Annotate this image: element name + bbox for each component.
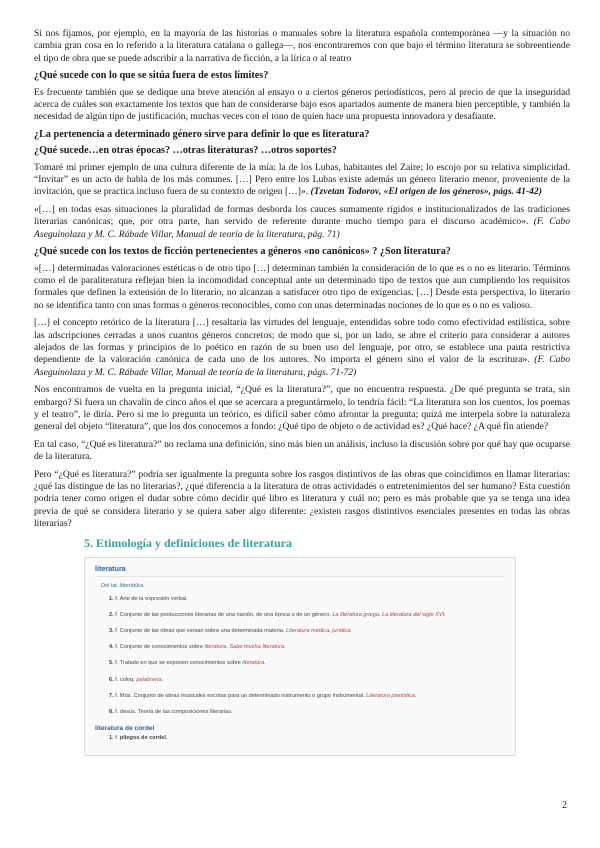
dictionary-item-example: La literatura griega. La literatura del siglo XVI. xyxy=(332,611,446,618)
dictionary-item-number: 8. xyxy=(109,709,116,716)
dictionary-item-number: 3. xyxy=(109,628,116,635)
paragraph-valuations: «[…] determinadas valoraciones estéticas o de otro tipo […] determinan también la consideración de lo que es o no es literario. Términos como el de paraliteratura reflejan bien la incomodidad conceptual ante un determinado tipo de textos que aun cumpliendo los requisitos formales que definen la extensión de lo literario, no alcanzan a satisfacer otro tipo de exigencias. […] Desde esta perspectiva, lo literario no se identifica tanto con unas formas o géneros reconocibles, como con unas determinadas nociones de lo que es o no es valioso. xyxy=(34,262,570,311)
dictionary-item-text: Conjunto de las obras que versan sobre una determinada materia. xyxy=(119,628,286,635)
dictionary-item-example: literatura. Sabe mucha literatura. xyxy=(204,644,286,651)
dictionary-item xyxy=(109,693,505,700)
dictionary-item-tag: f. xyxy=(115,692,120,699)
question-heading-genre: ¿La pertenencia a determinado género sirve para definir lo que es literatura? xyxy=(34,128,370,140)
dictionary-item-text: Mús. Conjunto de obras musicales escritas para un determinado instrumento o grupo instrumental. xyxy=(119,692,367,699)
dictionary-item-tag: f. xyxy=(115,709,120,716)
dictionary-item-text: Arte de la expresión verbal. xyxy=(119,595,188,602)
paragraph-todorov xyxy=(34,162,570,199)
section-title: 5. Etimología y definiciones de literatura xyxy=(84,535,292,550)
dictionary-item-text: desus. Teoría de las composiciones literarias. xyxy=(119,709,233,716)
dictionary-item-text: coloq. xyxy=(119,676,137,683)
dictionary-item-number: 1. xyxy=(109,595,116,602)
dictionary-item-number: 4. xyxy=(109,644,116,651)
plurality-citation: (F. Cabo Aseguinolaza y M. C. Rábade Villar, Manual de teoría de la literatura, pág. 71) xyxy=(34,216,570,240)
dictionary-item xyxy=(109,644,505,651)
dictionary-item xyxy=(109,628,505,635)
dictionary-item xyxy=(109,709,505,716)
dictionary-item-number: 5. xyxy=(109,660,116,667)
dictionary-subentry-number: 1. xyxy=(109,735,114,742)
todorov-citation: (Tzvetan Todorov, «El origen de los géneros», págs. 41-42) xyxy=(310,186,542,198)
rhetoric-citation: (F. Cabo Aseguinolaza y M. C. Rábade Villar, Manual de teoría de la literatura, págs. 71-72) xyxy=(34,354,570,378)
plurality-quote: «[…] en todas esas situaciones la pluralidad de formas desborda los cauces sumamente rígidos e institucionalizados de las tradiciones literarias canónicas; que, por otra parte, han servido de referente durante mucho tiempo para el discurso académico». xyxy=(34,203,570,228)
dictionary-subentry-word[interactable]: literatura de cordel xyxy=(95,725,155,733)
dictionary-item xyxy=(109,660,505,667)
paragraph-initial-question: Nos encontramos de vuelta en la pregunta inicial, “¿Qué es la literatura?”, que no encuentra respuesta. ¿De qué pregunta se trata, sin embargo? Si fuera un chavalín de cinco años el que se acercara a preguntármelo, lo tendría fácil: “La literatura son los cuentos, los poemas y el teatro”, le diría. Pero si me lo pregunta un teórico, es difícil saber cómo afrontar la pregunta; quizá me interpela sobre la naturaleza general del objeto “literatura”, que los dos conocemos a fondo: ¿Qué tipo de objeto o de actividad es? ¿Qué hace? ¿A qué fin atiende? xyxy=(34,384,570,433)
question-heading-epochs: ¿Qué sucede…en otras épocas? …otras literaturas? …otros soportes? xyxy=(34,145,337,157)
dictionary-item-text: Tratado en que se exponen conocimientos sobre xyxy=(119,660,243,667)
dictionary-item-number: 7. xyxy=(109,692,116,699)
dictionary-item-example: Literatura pianística. xyxy=(366,692,417,699)
dictionary-items xyxy=(95,596,505,717)
paragraph-definition: En tal caso, “¿Qué es literatura?” no reclama una definición, sino más bien un análisis, incluso la discusión sobre por qué hay que ocuparse de la literatura. xyxy=(34,438,570,463)
dictionary-item-tag: f. xyxy=(115,611,120,618)
dictionary-item-example: Literatura médica, jurídica. xyxy=(285,628,352,635)
dictionary-headword: literatura xyxy=(95,564,505,577)
dictionary-item xyxy=(109,596,505,603)
dictionary-item xyxy=(109,612,505,619)
dictionary-subentry-item xyxy=(109,735,505,742)
dictionary-item-tag: f. xyxy=(115,676,120,683)
document-page xyxy=(34,28,570,756)
dictionary-item-tag: f. xyxy=(115,595,120,602)
paragraph-essay: Es frecuente también que se dedique una breve atención al ensayo o a ciertos géneros periodísticos, pero al precio de que la inseguridad acerca de cuáles son exactamente los textos que han de considerarse bajo esos apartados aumente de manera bien perceptible, y también la necesidad de algún tipo de justificación, muchas veces con el tono de quien hace una propuesta innovadora y desafiante. xyxy=(34,86,570,123)
dictionary-item-text: Conjunto de conocimientos sobre xyxy=(119,644,205,651)
dictionary-entry xyxy=(84,557,516,757)
page-number: 2 xyxy=(562,800,567,811)
dictionary-item-tag: f. xyxy=(115,644,120,651)
dictionary-item-text: Conjunto de las producciones literarias de una nación, de una época o de un género. xyxy=(119,611,333,618)
dictionary-item-tag: f. xyxy=(115,628,120,635)
dictionary-item-example: literatura. xyxy=(242,660,266,667)
question-heading-fiction: ¿Qué sucede con los textos de ficción pertenecientes a géneros «no canónicos» ? ¿Son literatura? xyxy=(34,246,451,258)
rhetoric-quote: […] el concepto retórico de la literatura […] resaltaría las virtudes del lenguaje, entendidas sobre todo como efectividad estilística, sobre las adscripciones cerradas a unos cuantos géneros concretos; de modo que si, por un lado, se abre el criterio para considerar a autores alejados de las formas y principios de lo poético en razón de su buen uso del lenguaje, por otro, se establece una pauta restrictiva dependiente de la valoración canónica de cada uno de los autores. No importa el género sino el valor de la escritura». xyxy=(34,317,570,366)
paragraph-plurality xyxy=(34,204,570,241)
paragraph-rhetoric xyxy=(34,317,570,379)
dictionary-subentry-tag: f. xyxy=(115,735,119,742)
dictionary-subentry-text: pliegos de cordel. xyxy=(119,735,168,742)
dictionary-etymology: Del lat. litterātūra. xyxy=(101,582,145,589)
dictionary-item-number: 2. xyxy=(109,611,116,618)
paragraph-intro: Si nos fijamos, por ejemplo, en la mayoría de las historias o manuales sobre la literatura española contemporánea —y la situación no cambia gran cosa en lo referido a la literatura catalana o gallega—, nos encontraremos con que bajo el término literatura se sobreentiende el tipo de obra que se puede adscribir a la narrativa de ficción, a la lírica o al teatro xyxy=(34,28,570,64)
dictionary-item-example: palabrería. xyxy=(136,676,164,683)
todorov-quote: Tomaré mi primer ejemplo de una cultura diferente de la mía: la de los Lubas, habitantes del Zaire; lo escojo por su relativa simplicidad. “Invitar” es un acto de habla de los más comunes. […] Pero entre los Lubas existe además un género literario menor, proveniente de la invitación, que se practica incluso fuera de su contexto de origen […]». xyxy=(34,161,570,198)
dictionary-item-number: 6. xyxy=(109,676,116,683)
dictionary-item-tag: f. xyxy=(115,660,120,667)
dictionary-item xyxy=(109,677,505,684)
paragraph-distinctive-traits: Pero “¿Qué es literatura?” podría ser igualmente la pregunta sobre los rasgos distintivos de las obras que coincidimos en llamar literarias: ¿qué las distingue de las no literarias?, ¿qué diferencia a la literatura de otras actividades o entretenimientos del ser humano? Esta cuestión podría tener como origen el dudar sobre cómo decidir qué libro es literatura y cuál no; pero es más probable que ya se tenga una idea previa de qué se considera literario y se quiera saber algo diferente: ¿existen rasgos distintivos esenciales presentes en todas las obras literarias? xyxy=(34,468,570,530)
question-heading-limits: ¿Qué sucede con lo que se sitúa fuera de estos límites? xyxy=(34,70,269,82)
